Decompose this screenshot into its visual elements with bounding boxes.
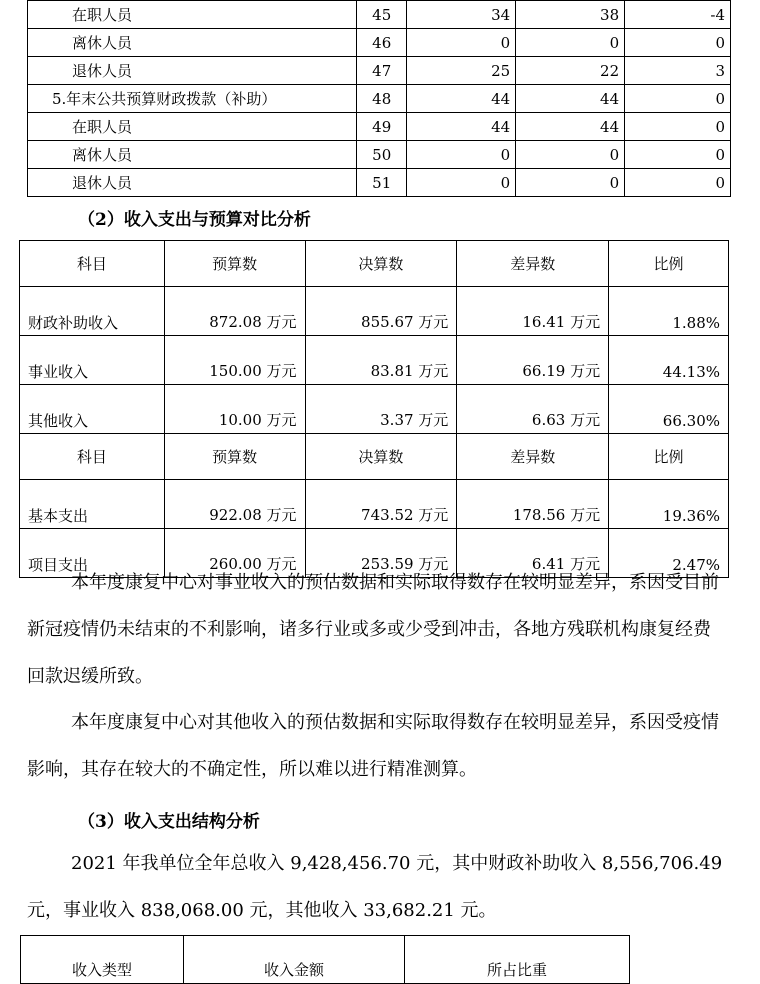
table-row xyxy=(20,385,729,434)
row-value: 34 xyxy=(407,1,516,29)
paragraph-other-income: 本年度康复中心对其他收入的预估数据和实际取得数存在较明显差异，系因受疫情影响，其存在较大的不确定性，所以难以进行精准测算。 xyxy=(27,712,719,780)
row-code: 48 xyxy=(357,85,407,113)
paragraph-business-income: 本年度康复中心对事业收入的预估数据和实际取得数存在较明显差异，系因受目前新冠疫情仍未结束的不利影响，诸多行业或多或少受到冲击，各地方残联机构康复经费回款迟缓所致。 xyxy=(27,572,719,687)
row-value: 3 xyxy=(625,57,731,85)
table-row xyxy=(28,57,731,85)
header-share: 所占比重 xyxy=(405,936,630,984)
header-cell: 比例 xyxy=(609,434,729,480)
row-value: 0 xyxy=(407,29,516,57)
row-code: 45 xyxy=(357,1,407,29)
row-value: 1.88% xyxy=(609,287,729,336)
row-value: 3.37 万元 xyxy=(305,385,457,434)
header-income-amount: 收入金额 xyxy=(184,936,405,984)
row-value: 44 xyxy=(516,85,625,113)
row-value: 0 xyxy=(625,141,731,169)
table-row xyxy=(28,29,731,57)
row-value: 0 xyxy=(625,85,731,113)
row-value: 44 xyxy=(407,113,516,141)
row-label: 退休人员 xyxy=(28,169,357,197)
row-value: 0 xyxy=(516,29,625,57)
table-row xyxy=(28,1,731,29)
header-income-type: 收入类型 xyxy=(21,936,184,984)
row-value: 0 xyxy=(625,29,731,57)
budget-comparison-table xyxy=(19,240,729,578)
row-value: 743.52 万元 xyxy=(305,480,457,529)
row-label: 离休人员 xyxy=(28,141,357,169)
row-label: 退休人员 xyxy=(28,57,357,85)
personnel-table xyxy=(27,0,731,197)
row-value: 855.67 万元 xyxy=(305,287,457,336)
row-value: 2.47% xyxy=(609,529,729,578)
row-value: 44 xyxy=(407,85,516,113)
header-cell: 预算数 xyxy=(164,434,305,480)
row-value: 0 xyxy=(625,169,731,197)
paragraph-total-income: 2021 年我单位全年总收入 9,428,456.70 元，其中财政补助收入 8,556,706.49 元，事业收入 838,068.00 元，其他收入 33,682.21 元。 xyxy=(27,853,723,921)
header-cell: 预算数 xyxy=(164,241,305,287)
header-cell: 科目 xyxy=(20,434,165,480)
row-subject: 其他收入 xyxy=(20,385,165,434)
header-cell: 决算数 xyxy=(305,434,457,480)
row-label: 在职人员 xyxy=(28,113,357,141)
header-cell: 科目 xyxy=(20,241,165,287)
row-value: 10.00 万元 xyxy=(164,385,305,434)
table-row xyxy=(28,169,731,197)
row-value: 178.56 万元 xyxy=(457,480,609,529)
row-code: 50 xyxy=(357,141,407,169)
row-value: 83.81 万元 xyxy=(305,336,457,385)
row-value: 66.30% xyxy=(609,385,729,434)
table-header-row xyxy=(20,434,729,480)
row-label: 在职人员 xyxy=(28,1,357,29)
row-value: 25 xyxy=(407,57,516,85)
row-value: 0 xyxy=(516,141,625,169)
section-2-heading: （2）收入支出与预算对比分析 xyxy=(78,210,311,230)
row-value: 253.59 万元 xyxy=(305,529,457,578)
table-header-row xyxy=(20,241,729,287)
table-row xyxy=(20,480,729,529)
row-value: 922.08 万元 xyxy=(164,480,305,529)
header-cell: 决算数 xyxy=(305,241,457,287)
row-label: 离休人员 xyxy=(28,29,357,57)
table-row xyxy=(20,287,729,336)
row-code: 47 xyxy=(357,57,407,85)
table-row xyxy=(28,113,731,141)
row-value: 0 xyxy=(625,113,731,141)
table-header-row xyxy=(21,936,630,984)
row-value: 150.00 万元 xyxy=(164,336,305,385)
row-value: 66.19 万元 xyxy=(457,336,609,385)
row-code: 51 xyxy=(357,169,407,197)
row-code: 49 xyxy=(357,113,407,141)
row-label: 5.年末公共预算财政拨款（补助） xyxy=(28,85,357,113)
row-subject: 基本支出 xyxy=(20,480,165,529)
row-value: 260.00 万元 xyxy=(164,529,305,578)
row-subject: 财政补助收入 xyxy=(20,287,165,336)
table-row xyxy=(28,85,731,113)
income-structure-table xyxy=(20,935,630,984)
row-value: 872.08 万元 xyxy=(164,287,305,336)
row-code: 46 xyxy=(357,29,407,57)
row-value: 0 xyxy=(407,141,516,169)
header-cell: 差异数 xyxy=(457,241,609,287)
row-value: 6.63 万元 xyxy=(457,385,609,434)
row-value: 0 xyxy=(516,169,625,197)
row-value: 22 xyxy=(516,57,625,85)
row-value: 19.36% xyxy=(609,480,729,529)
section-3-heading: （3）收入支出结构分析 xyxy=(78,812,260,832)
row-value: 6.41 万元 xyxy=(457,529,609,578)
row-subject: 事业收入 xyxy=(20,336,165,385)
row-value: 0 xyxy=(407,169,516,197)
row-value: 44.13% xyxy=(609,336,729,385)
table-row xyxy=(28,141,731,169)
row-value: 16.41 万元 xyxy=(457,287,609,336)
row-value: 44 xyxy=(516,113,625,141)
header-cell: 比例 xyxy=(609,241,729,287)
row-subject: 项目支出 xyxy=(20,529,165,578)
row-value: 38 xyxy=(516,1,625,29)
table-row xyxy=(20,336,729,385)
row-value: -4 xyxy=(625,1,731,29)
header-cell: 差异数 xyxy=(457,434,609,480)
